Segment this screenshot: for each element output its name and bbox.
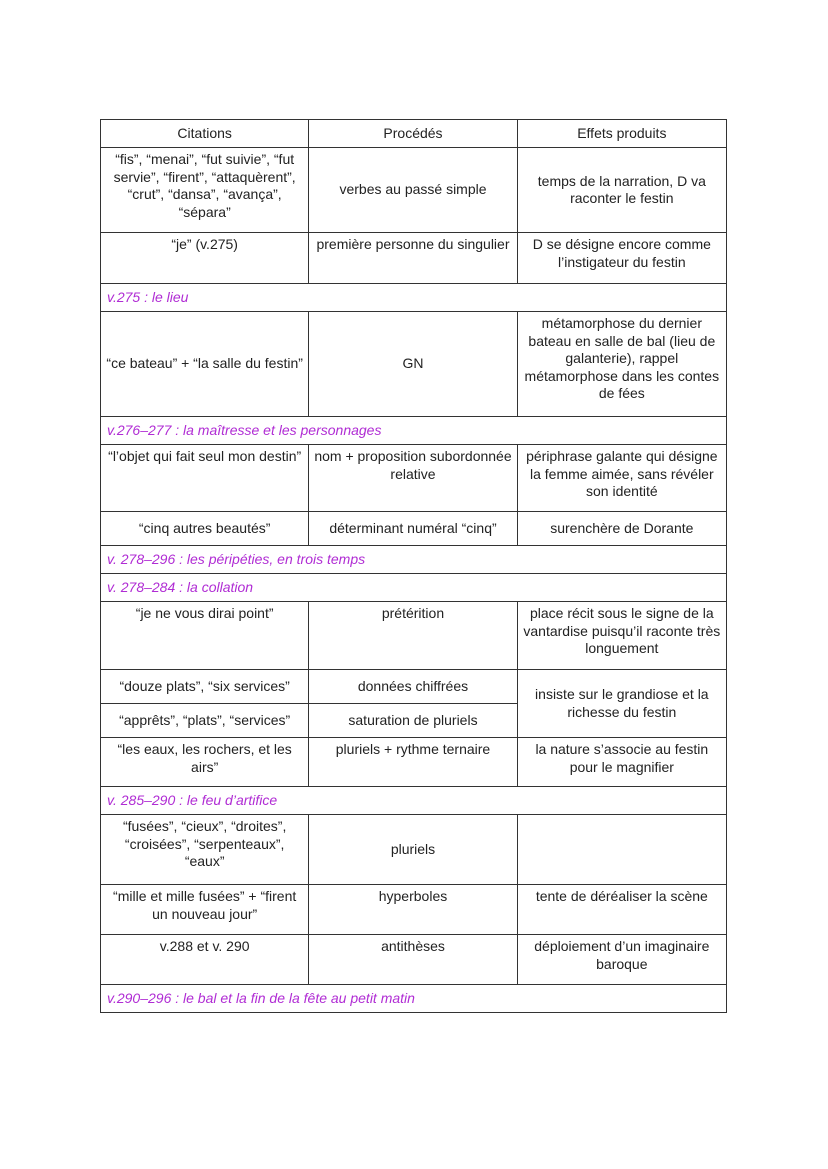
- citation-cell: “ce bateau” + “la salle du festin”: [101, 312, 309, 417]
- section-row: [101, 417, 727, 445]
- effet-cell: insiste sur le grandiose et la richesse du festin: [517, 670, 726, 738]
- procede-cell: verbes au passé simple: [309, 148, 517, 233]
- procede-cell: pluriels + rythme ternaire: [309, 738, 517, 787]
- citation-cell: “mille et mille fusées” + “firent un nouveau jour”: [101, 885, 309, 935]
- procede-cell: antithèses: [309, 935, 517, 985]
- effet-cell: D se désigne encore comme l’instigateur du festin: [517, 233, 726, 284]
- effet-cell: place récit sous le signe de la vantardise puisqu’il raconte très longuement: [517, 602, 726, 670]
- procede-cell: GN: [309, 312, 517, 417]
- effet-cell: la nature s’associe au festin pour le magnifier: [517, 738, 726, 787]
- citation-cell: “douze plats”, “six services”: [101, 670, 309, 704]
- citation-cell: “je ne vous dirai point”: [101, 602, 309, 670]
- procede-cell: hyperboles: [309, 885, 517, 935]
- effet-cell: [517, 815, 726, 885]
- procede-cell: nom + proposition subordonnée relative: [309, 445, 517, 512]
- effet-cell: déploiement d’un imaginaire baroque: [517, 935, 726, 985]
- procede-cell: déterminant numéral “cinq”: [309, 512, 517, 546]
- section-title: v.290–296 : le bal et la fin de la fête au petit matin: [101, 985, 727, 1013]
- effet-cell: surenchère de Dorante: [517, 512, 726, 546]
- header-procedes: Procédés: [309, 120, 517, 148]
- header-effets: Effets produits: [517, 120, 726, 148]
- section-title: v.276–277 : la maîtresse et les personnages: [101, 417, 727, 445]
- section-row: [101, 985, 727, 1013]
- effet-cell: tente de déréaliser la scène: [517, 885, 726, 935]
- citation-cell: “l’objet qui fait seul mon destin”: [101, 445, 309, 512]
- procede-cell: données chiffrées: [309, 670, 517, 704]
- citation-cell: v.288 et v. 290: [101, 935, 309, 985]
- table-row: [101, 512, 727, 546]
- effet-cell: périphrase galante qui désigne la femme aimée, sans révéler son identité: [517, 445, 726, 512]
- section-row: [101, 284, 727, 312]
- procede-cell: saturation de pluriels: [309, 704, 517, 738]
- table-row: [101, 885, 727, 935]
- table-row: [101, 312, 727, 417]
- table-row: [101, 670, 727, 704]
- effet-cell: temps de la narration, D va raconter le festin: [517, 148, 726, 233]
- procede-cell: pluriels: [309, 815, 517, 885]
- citation-cell: “cinq autres beautés”: [101, 512, 309, 546]
- table-row: [101, 148, 727, 233]
- header-citations: Citations: [101, 120, 309, 148]
- table-row: [101, 738, 727, 787]
- table-row: [101, 445, 727, 512]
- table-row: [101, 935, 727, 985]
- table-row: [101, 815, 727, 885]
- section-row: [101, 574, 727, 602]
- section-title: v. 278–296 : les péripéties, en trois temps: [101, 546, 727, 574]
- section-title: v.275 : le lieu: [101, 284, 727, 312]
- procede-cell: première personne du singulier: [309, 233, 517, 284]
- citation-cell: “apprêts”, “plats”, “services”: [101, 704, 309, 738]
- citation-cell: “je” (v.275): [101, 233, 309, 284]
- section-row: [101, 787, 727, 815]
- analysis-table: [100, 119, 727, 1013]
- effet-cell: métamorphose du dernier bateau en salle de bal (lieu de galanterie), rappel métamorphose dans les contes de fées: [517, 312, 726, 417]
- procede-cell: prétérition: [309, 602, 517, 670]
- section-row: [101, 546, 727, 574]
- table-header-row: [101, 120, 727, 148]
- section-title: v. 278–284 : la collation: [101, 574, 727, 602]
- citation-cell: “les eaux, les rochers, et les airs”: [101, 738, 309, 787]
- section-title: v. 285–290 : le feu d’artifice: [101, 787, 727, 815]
- citation-cell: “fis”, “menai”, “fut suivie”, “fut servie”, “firent”, “attaquèrent”, “crut”, “dansa”, “avança”, “sépara”: [101, 148, 309, 233]
- citation-cell: “fusées”, “cieux”, “droites”, “croisées”, “serpenteaux”, “eaux”: [101, 815, 309, 885]
- table-row: [101, 233, 727, 284]
- table-row: [101, 602, 727, 670]
